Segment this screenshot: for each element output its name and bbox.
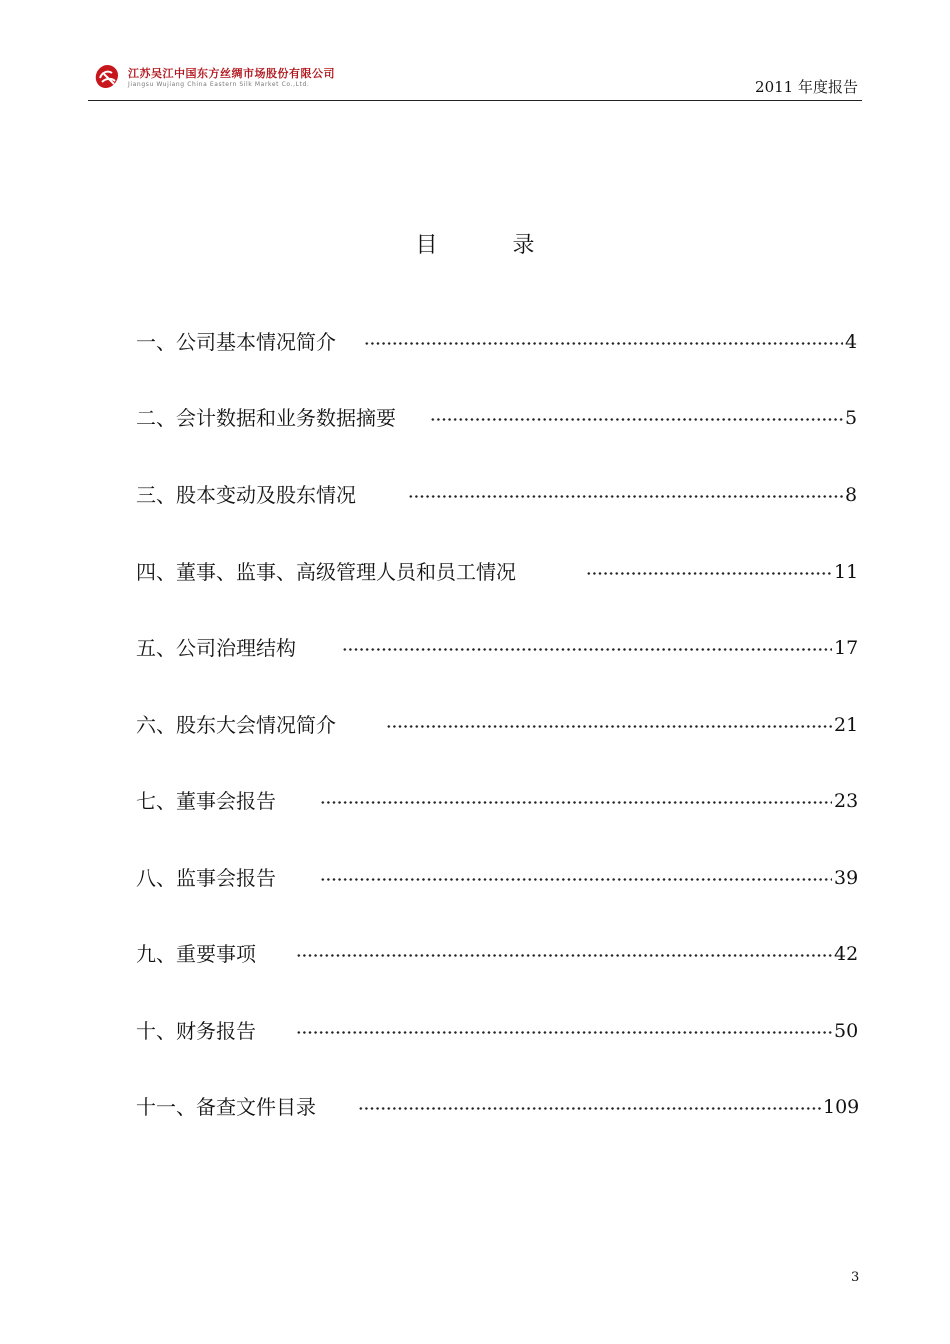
toc-title: 目 录 [415,233,569,258]
toc-entry[interactable] [136,863,860,893]
toc-entry-label: 八、监事会报告 [136,866,276,890]
company-name-cn: 江苏吴江中国东方丝绸市场股份有限公司 [128,67,335,80]
toc-leader-dots [296,954,832,957]
toc-leader-dots [430,418,843,421]
toc-entry-label: 六、股东大会情况简介 [136,713,336,737]
toc-leader-dots [386,725,832,728]
silkworm-logo-icon [90,58,126,94]
toc-entry[interactable] [136,633,860,663]
toc-entry-page: 17 [834,637,859,659]
toc-entry[interactable] [136,710,860,740]
toc-entry-label: 二、会计数据和业务数据摘要 [136,406,396,430]
toc-leader-dots [358,1107,821,1110]
toc-entry-label: 九、重要事项 [136,942,256,966]
toc-entry-page: 50 [834,1020,859,1042]
toc-leader-dots [296,1031,832,1034]
toc-entry-label: 十、财务报告 [136,1019,256,1043]
toc-entry-label: 一、公司基本情况简介 [136,330,336,354]
toc-entry[interactable] [136,403,860,433]
toc-entry-label: 三、股本变动及股东情况 [136,483,356,507]
toc-entry-page: 21 [834,714,859,736]
page-header [88,54,862,101]
toc-entry-page: 42 [834,943,859,965]
toc-entry-page: 8 [845,484,858,506]
toc-entry-page: 5 [845,407,858,429]
toc-entry[interactable] [136,786,860,816]
toc-entry-page: 23 [834,790,859,812]
report-label: 2011 年度报告 [755,78,858,96]
toc-entry[interactable] [136,939,860,969]
toc-entry-label: 十一、备查文件目录 [136,1095,316,1119]
toc-entry-page: 11 [834,561,859,583]
toc-entry-label: 四、董事、监事、高级管理人员和员工情况 [136,560,516,584]
company-name-en: Jiangsu Wujiang China Eastern Silk Market Co.,Ltd. [128,81,310,88]
toc-leader-dots [586,572,832,575]
toc-leader-dots [342,648,832,651]
toc-entry[interactable] [136,327,860,357]
toc-leader-dots [320,801,832,804]
toc-entry-page: 4 [845,331,858,353]
toc-entry-label: 五、公司治理结构 [136,636,296,660]
toc-leader-dots [320,878,832,881]
toc-entry-page: 109 [823,1096,860,1118]
toc-entry-page: 39 [834,867,859,889]
page-number: 3 [851,1270,860,1285]
toc-leader-dots [408,495,843,498]
toc-entry[interactable] [136,1016,860,1046]
toc-entry[interactable] [136,480,860,510]
toc-leader-dots [364,342,843,345]
toc-entry[interactable] [136,557,860,587]
toc-entry[interactable] [136,1092,860,1122]
toc-entry-label: 七、董事会报告 [136,789,276,813]
